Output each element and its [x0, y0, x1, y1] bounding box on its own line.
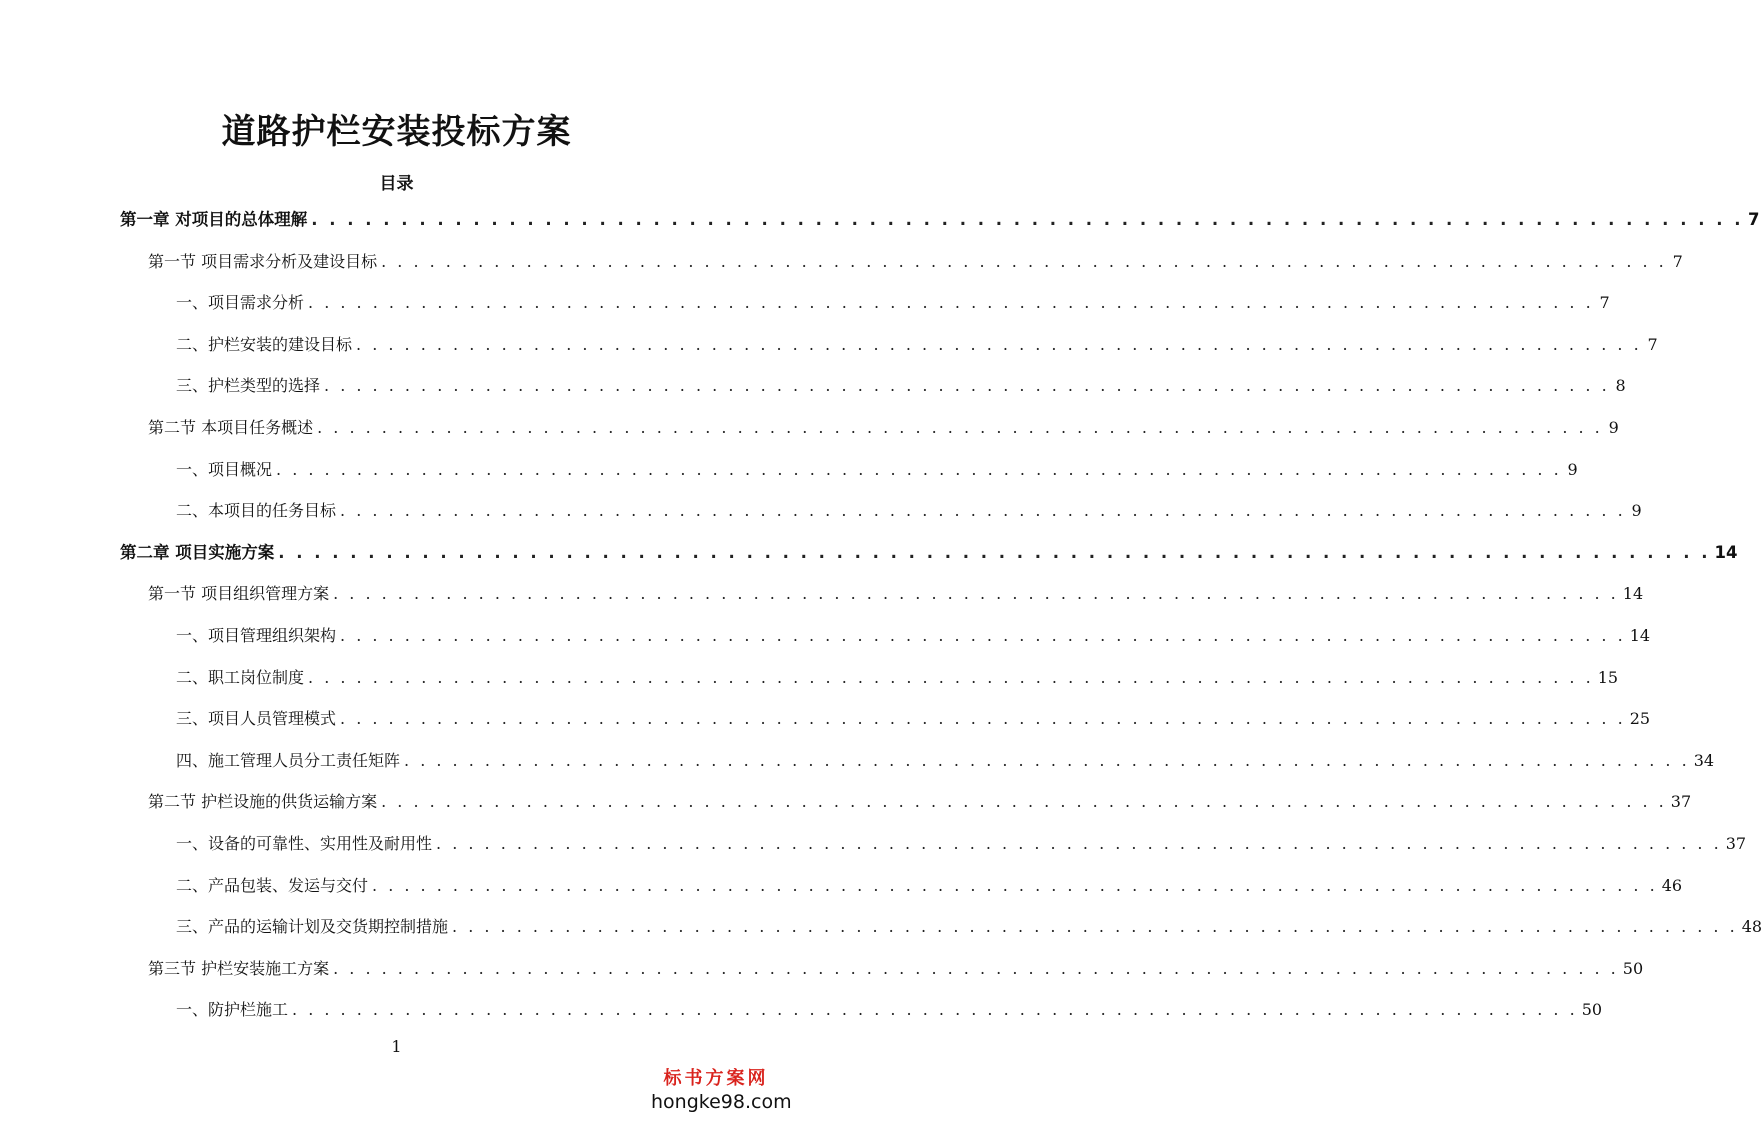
toc-entry-page: 25	[1629, 709, 1651, 728]
toc-entry-label: 一、项目管理组织架构	[176, 626, 337, 645]
toc-entry-page: 50	[1581, 1000, 1603, 1019]
toc-dot-leader: . . . . . . . . . . . . . . . . . . . . . . . . . . . . . . . . . . . . . . . . . . . . . . . . . . . . . . . . . . . . . . . . . . . . . . . . . . . . . . . .	[340, 626, 1626, 645]
toc-entry[interactable]	[176, 624, 1651, 648]
toc-dot-leader: . . . . . . . . . . . . . . . . . . . . . . . . . . . . . . . . . . . . . . . . . . . . . . . . . . . . . . . . . . . . . . . . . . . . . . . . . . . . . . . .	[381, 252, 1667, 271]
toc-entry[interactable]	[176, 832, 1747, 856]
toc-entry-page: 14	[1629, 626, 1651, 645]
toc-entry-page: 7	[1748, 210, 1760, 229]
toc-heading: 目录	[379, 174, 414, 194]
toc-entry-label: 一、防护栏施工	[176, 1000, 289, 1019]
toc-dot-leader: . . . . . . . . . . . . . . . . . . . . . . . . . . . . . . . . . . . . . . . . . . . . . . . . . . . . . . . . . . . . . . . . . . . . . . . . . . . . . . . .	[340, 709, 1626, 728]
toc-entry[interactable]	[120, 208, 1760, 232]
toc-entry-page: 37	[1725, 834, 1747, 853]
toc-entry[interactable]	[176, 458, 1578, 482]
toc-entry[interactable]	[148, 250, 1683, 274]
toc-entry-label: 第三节 护栏安装施工方案	[148, 959, 330, 978]
toc-entry[interactable]	[176, 749, 1715, 773]
toc-entry[interactable]	[176, 333, 1658, 357]
toc-entry-page: 37	[1670, 792, 1692, 811]
toc-entry-label: 四、施工管理人员分工责任矩阵	[176, 751, 401, 770]
watermark-brand-text: 标书方案网	[663, 1068, 769, 1089]
toc-entry-label: 第一章 对项目的总体理解	[120, 210, 308, 229]
toc-entry-page: 7	[1647, 335, 1658, 354]
toc-entry-label: 二、本项目的任务目标	[176, 501, 337, 520]
toc-entry-page: 14	[1714, 543, 1738, 562]
toc-dot-leader: . . . . . . . . . . . . . . . . . . . . . . . . . . . . . . . . . . . . . . . . . . . . . . . . . . . . . . . . . . . . . . . . . . . . . . . . . . . . . . . .	[311, 210, 1744, 229]
toc-entry-page: 15	[1597, 668, 1619, 687]
toc-entry-label: 三、护栏类型的选择	[176, 376, 321, 395]
toc-entry[interactable]	[176, 707, 1651, 731]
toc-dot-leader: . . . . . . . . . . . . . . . . . . . . . . . . . . . . . . . . . . . . . . . . . . . . . . . . . . . . . . . . . . . . . . . . . . . . . . . . . . . . . . . .	[324, 376, 1610, 395]
toc-dot-leader: . . . . . . . . . . . . . . . . . . . . . . . . . . . . . . . . . . . . . . . . . . . . . . . . . . . . . . . . . . . . . . . . . . . . . . . . . . . . . . . .	[452, 917, 1738, 936]
toc-entry-page: 46	[1661, 876, 1683, 895]
toc-dot-leader: . . . . . . . . . . . . . . . . . . . . . . . . . . . . . . . . . . . . . . . . . . . . . . . . . . . . . . . . . . . . . . . . . . . . . . . . . . . . . . . .	[372, 876, 1658, 895]
toc-entry-page: 9	[1631, 501, 1642, 520]
toc-dot-leader: . . . . . . . . . . . . . . . . . . . . . . . . . . . . . . . . . . . . . . . . . . . . . . . . . . . . . . . . . . . . . . . . . . . . . . . . . . . . . . . .	[308, 668, 1594, 687]
toc-entry-page: 9	[1567, 460, 1578, 479]
page-number: 1	[391, 1037, 402, 1056]
toc-dot-leader: . . . . . . . . . . . . . . . . . . . . . . . . . . . . . . . . . . . . . . . . . . . . . . . . . . . . . . . . . . . . . . . . . . . . . . . . . . . . . . . .	[404, 751, 1690, 770]
toc-entry[interactable]	[148, 582, 1644, 606]
toc-entry-label: 第二章 项目实施方案	[120, 543, 275, 562]
toc-entry[interactable]	[148, 790, 1692, 814]
toc-entry-label: 三、产品的运输计划及交货期控制措施	[176, 917, 449, 936]
toc-dot-leader: . . . . . . . . . . . . . . . . . . . . . . . . . . . . . . . . . . . . . . . . . . . . . . . . . . . . . . . . . . . . . . . . . . . . . . . . . . . . . . . .	[308, 293, 1594, 312]
toc-entry-page: 48	[1741, 917, 1762, 936]
toc-entry[interactable]	[176, 874, 1683, 898]
toc-entry-label: 二、护栏安装的建设目标	[176, 335, 353, 354]
toc-entry-page: 50	[1622, 959, 1644, 978]
toc-dot-leader: . . . . . . . . . . . . . . . . . . . . . . . . . . . . . . . . . . . . . . . . . . . . . . . . . . . . . . . . . . . . . . . . . . . . . . . . . . . . . . . .	[381, 792, 1667, 811]
toc-entry-page: 7	[1599, 293, 1610, 312]
toc-entry-label: 一、设备的可靠性、实用性及耐用性	[176, 834, 433, 853]
toc-entry[interactable]	[176, 915, 1762, 939]
toc-entry-page: 14	[1622, 584, 1644, 603]
toc-entry-page: 8	[1615, 376, 1626, 395]
toc-entry-page: 7	[1672, 252, 1683, 271]
toc-dot-leader: . . . . . . . . . . . . . . . . . . . . . . . . . . . . . . . . . . . . . . . . . . . . . . . . . . . . . . . . . . . . . . . . . . . . . . . . . . . . . . . .	[356, 335, 1642, 354]
toc-dot-leader: . . . . . . . . . . . . . . . . . . . . . . . . . . . . . . . . . . . . . . . . . . . . . . . . . . . . . . . . . . . . . . . . . . . . . . . . . . . . . . . .	[340, 501, 1626, 520]
toc-entry-label: 一、项目需求分析	[176, 293, 305, 312]
toc-dot-leader: . . . . . . . . . . . . . . . . . . . . . . . . . . . . . . . . . . . . . . . . . . . . . . . . . . . . . . . . . . . . . . . . . . . . . . . . . . . . . . . .	[278, 543, 1711, 562]
toc-entry[interactable]	[120, 541, 1738, 565]
toc-entry[interactable]	[176, 499, 1642, 523]
toc-dot-leader: . . . . . . . . . . . . . . . . . . . . . . . . . . . . . . . . . . . . . . . . . . . . . . . . . . . . . . . . . . . . . . . . . . . . . . . . . . . . . . . .	[333, 959, 1619, 978]
toc-dot-leader: . . . . . . . . . . . . . . . . . . . . . . . . . . . . . . . . . . . . . . . . . . . . . . . . . . . . . . . . . . . . . . . . . . . . . . . . . . . . . . . .	[317, 418, 1603, 437]
toc-entry[interactable]	[176, 291, 1610, 315]
toc-entry[interactable]	[148, 416, 1619, 440]
toc-dot-leader: . . . . . . . . . . . . . . . . . . . . . . . . . . . . . . . . . . . . . . . . . . . . . . . . . . . . . . . . . . . . . . . . . . . . . . . . . . . . . . . .	[333, 584, 1619, 603]
toc-entry[interactable]	[176, 998, 1603, 1022]
toc-entry-label: 二、职工岗位制度	[176, 668, 305, 687]
toc-entry-label: 第二节 本项目任务概述	[148, 418, 314, 437]
toc-dot-leader: . . . . . . . . . . . . . . . . . . . . . . . . . . . . . . . . . . . . . . . . . . . . . . . . . . . . . . . . . . . . . . . . . . . . . . . . . . . . . . . .	[276, 460, 1562, 479]
toc-entry[interactable]	[148, 957, 1644, 981]
watermark-url-text: hongke98.com	[651, 1091, 792, 1113]
toc-entry[interactable]	[176, 666, 1619, 690]
document-title: 道路护栏安装投标方案	[221, 112, 572, 152]
toc-entry[interactable]	[176, 374, 1626, 398]
toc-entry-label: 二、产品包装、发运与交付	[176, 876, 369, 895]
toc-entry-page: 34	[1693, 751, 1715, 770]
toc-entry-label: 一、项目概况	[176, 460, 273, 479]
toc-entry-label: 三、项目人员管理模式	[176, 709, 337, 728]
toc-entry-page: 9	[1608, 418, 1619, 437]
site-watermark	[651, 1068, 792, 1114]
toc-entry-label: 第一节 项目组织管理方案	[148, 584, 330, 603]
toc-entry-label: 第二节 护栏设施的供货运输方案	[148, 792, 378, 811]
toc-dot-leader: . . . . . . . . . . . . . . . . . . . . . . . . . . . . . . . . . . . . . . . . . . . . . . . . . . . . . . . . . . . . . . . . . . . . . . . . . . . . . . . .	[436, 834, 1722, 853]
toc-entry-label: 第一节 项目需求分析及建设目标	[148, 252, 378, 271]
toc-dot-leader: . . . . . . . . . . . . . . . . . . . . . . . . . . . . . . . . . . . . . . . . . . . . . . . . . . . . . . . . . . . . . . . . . . . . . . . . . . . . . . . .	[292, 1000, 1578, 1019]
